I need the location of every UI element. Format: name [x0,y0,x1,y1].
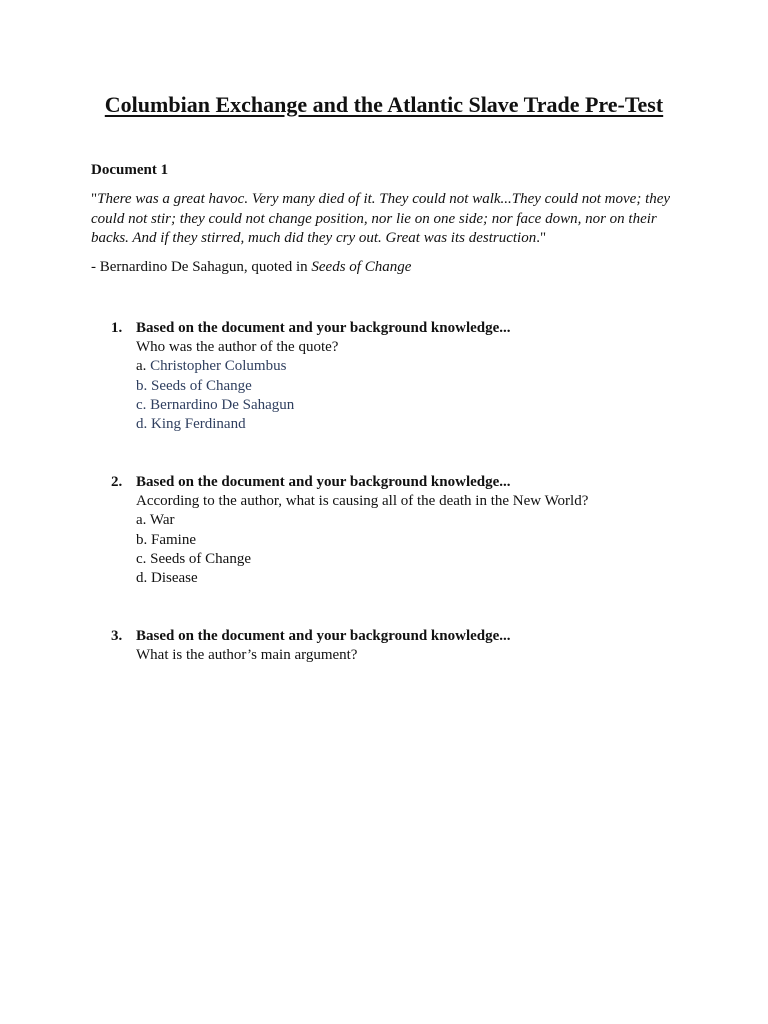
choice-letter: b. [136,377,148,394]
question-prompt: What is the author’s main argument? [136,647,358,664]
choice-text: Seeds of Change [151,377,252,394]
attribution-source: Seeds of Change [311,259,412,275]
quote-attribution [91,259,411,276]
choice-text: King Ferdinand [151,416,246,433]
question-number: 2. [111,474,123,490]
question-heading: Based on the document and your background knowledge... [136,474,511,490]
answer-choice-c[interactable] [136,396,671,415]
question-heading: Based on the document and your background knowledge... [136,628,511,644]
answer-choice-a[interactable] [136,357,671,376]
attribution-prefix: - Bernardino De Sahagun, quoted in [91,259,312,275]
page-title: Columbian Exchange and the Atlantic Slave Trade Pre-Test [104,92,664,117]
choice-letter: b. [136,531,148,548]
choice-text: War [149,512,175,529]
answer-choice-c[interactable] [136,550,671,569]
choice-text: Christopher Columbus [150,358,287,375]
choice-letter: c. [136,550,147,567]
choice-text: Bernardino De Sahagun [150,396,295,413]
quote-close-mark: ." [536,230,547,247]
choice-letter: d. [136,570,148,587]
document-heading: Document 1 [91,162,169,178]
question-heading: Based on the document and your background knowledge... [136,320,511,336]
answer-choice-a[interactable] [136,511,671,530]
answer-choice-b[interactable] [136,377,671,396]
choice-text: Famine [151,531,196,548]
question-2 [111,473,671,588]
answer-choice-d[interactable] [136,415,671,434]
choice-letter: a. [136,512,147,529]
answer-choice-d[interactable] [136,569,671,588]
choice-letter: a. [136,358,147,375]
question-number: 1. [111,320,123,336]
quote-open-mark: " [91,191,98,207]
answer-choice-b[interactable] [136,531,671,550]
choice-letter: c. [136,396,147,413]
question-number: 3. [111,628,123,644]
choice-text: Seeds of Change [150,550,251,567]
question-prompt: According to the author, what is causing all of the death in the New World? [136,493,589,510]
question-prompt: Who was the author of the quote? [136,339,339,356]
choice-letter: d. [136,416,148,433]
document-quote [91,190,671,249]
question-3 [111,627,671,665]
question-1 [111,319,671,434]
quote-text: There was a great havoc. Very many died of it. They could not walk...They could not move; they could not stir; they could not change position, nor lie on one side; nor face down, nor on their backs. And if they stirred, much did they cry out. Great was its destruction [91,191,671,247]
choice-text: Disease [151,570,198,587]
